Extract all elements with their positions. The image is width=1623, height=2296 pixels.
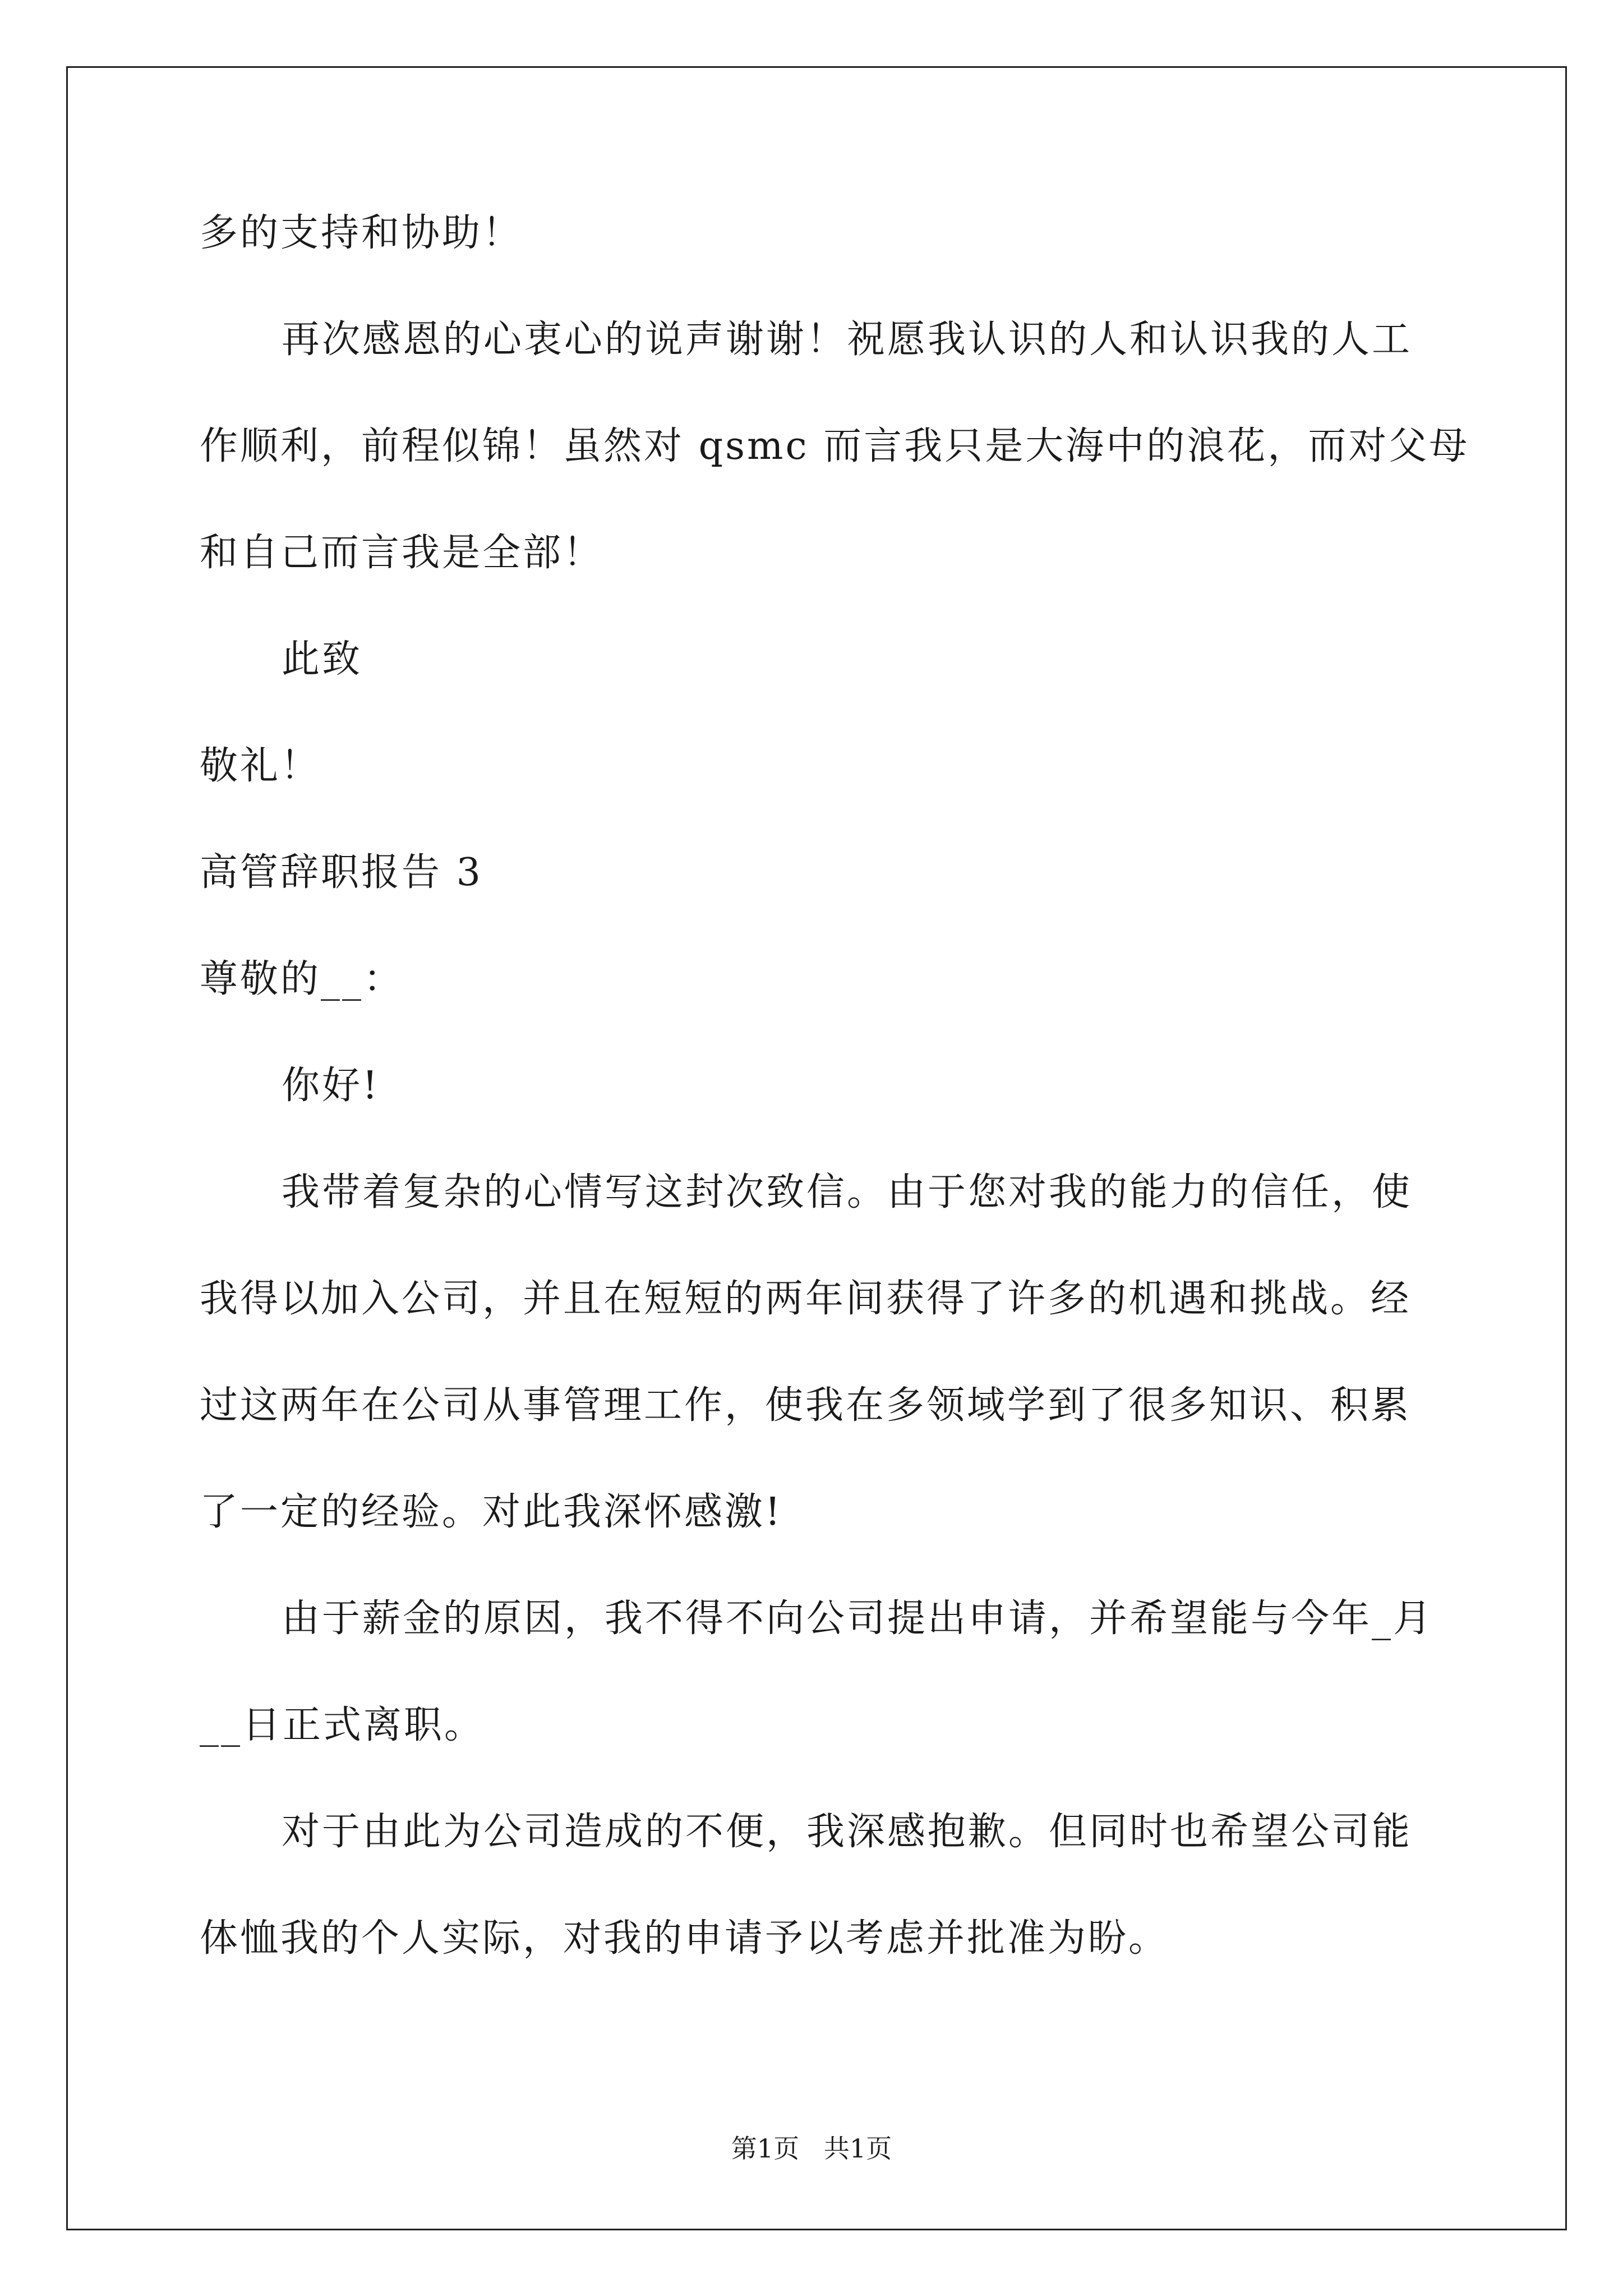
closing-regards: 敬礼！ xyxy=(200,744,321,788)
text-line-15: __日正式离职。 xyxy=(200,1703,485,1747)
text-line-10: 我带着复杂的心情写这封次致信。由于您对我的能力的信任，使 xyxy=(282,1170,1413,1214)
text-line-14: 由于薪金的原因，我不得不向公司提出申请，并希望能与今年_月 xyxy=(282,1596,1434,1641)
greeting-line: 尊敬的__： xyxy=(200,957,404,1001)
page-border xyxy=(66,66,1567,2230)
hello-line: 你好! xyxy=(282,1064,380,1108)
page-footer: 第1页 共1页 xyxy=(731,2133,892,2164)
text-line-4: 和自己而言我是全部！ xyxy=(200,531,604,575)
text-line-12: 过这两年在公司从事管理工作，使我在多领域学到了很多知识、积累 xyxy=(200,1383,1412,1428)
text-line-13: 了一定的经验。对此我深怀感激! xyxy=(200,1490,783,1534)
text-line-11: 我得以加入公司，并且在短短的两年间获得了许多的机遇和挑战。经 xyxy=(200,1277,1412,1321)
section-heading: 高管辞职报告 3 xyxy=(200,850,483,895)
text-line-16: 对于由此为公司造成的不便，我深感抱歉。但同时也希望公司能 xyxy=(282,1810,1413,1854)
text-line-2: 再次感恩的心衷心的说声谢谢！祝愿我认识的人和认识我的人工 xyxy=(282,318,1413,362)
text-line-17: 体恤我的个人实际，对我的申请予以考虑并批准为盼。 xyxy=(200,1916,1169,1961)
text-line-1: 多的支持和协助！ xyxy=(200,211,523,255)
closing-salutation: 此致 xyxy=(282,637,363,682)
text-line-3: 作顺利，前程似锦！虽然对 qsmc 而言我只是大海中的浪花，而对父母 xyxy=(200,424,1470,468)
